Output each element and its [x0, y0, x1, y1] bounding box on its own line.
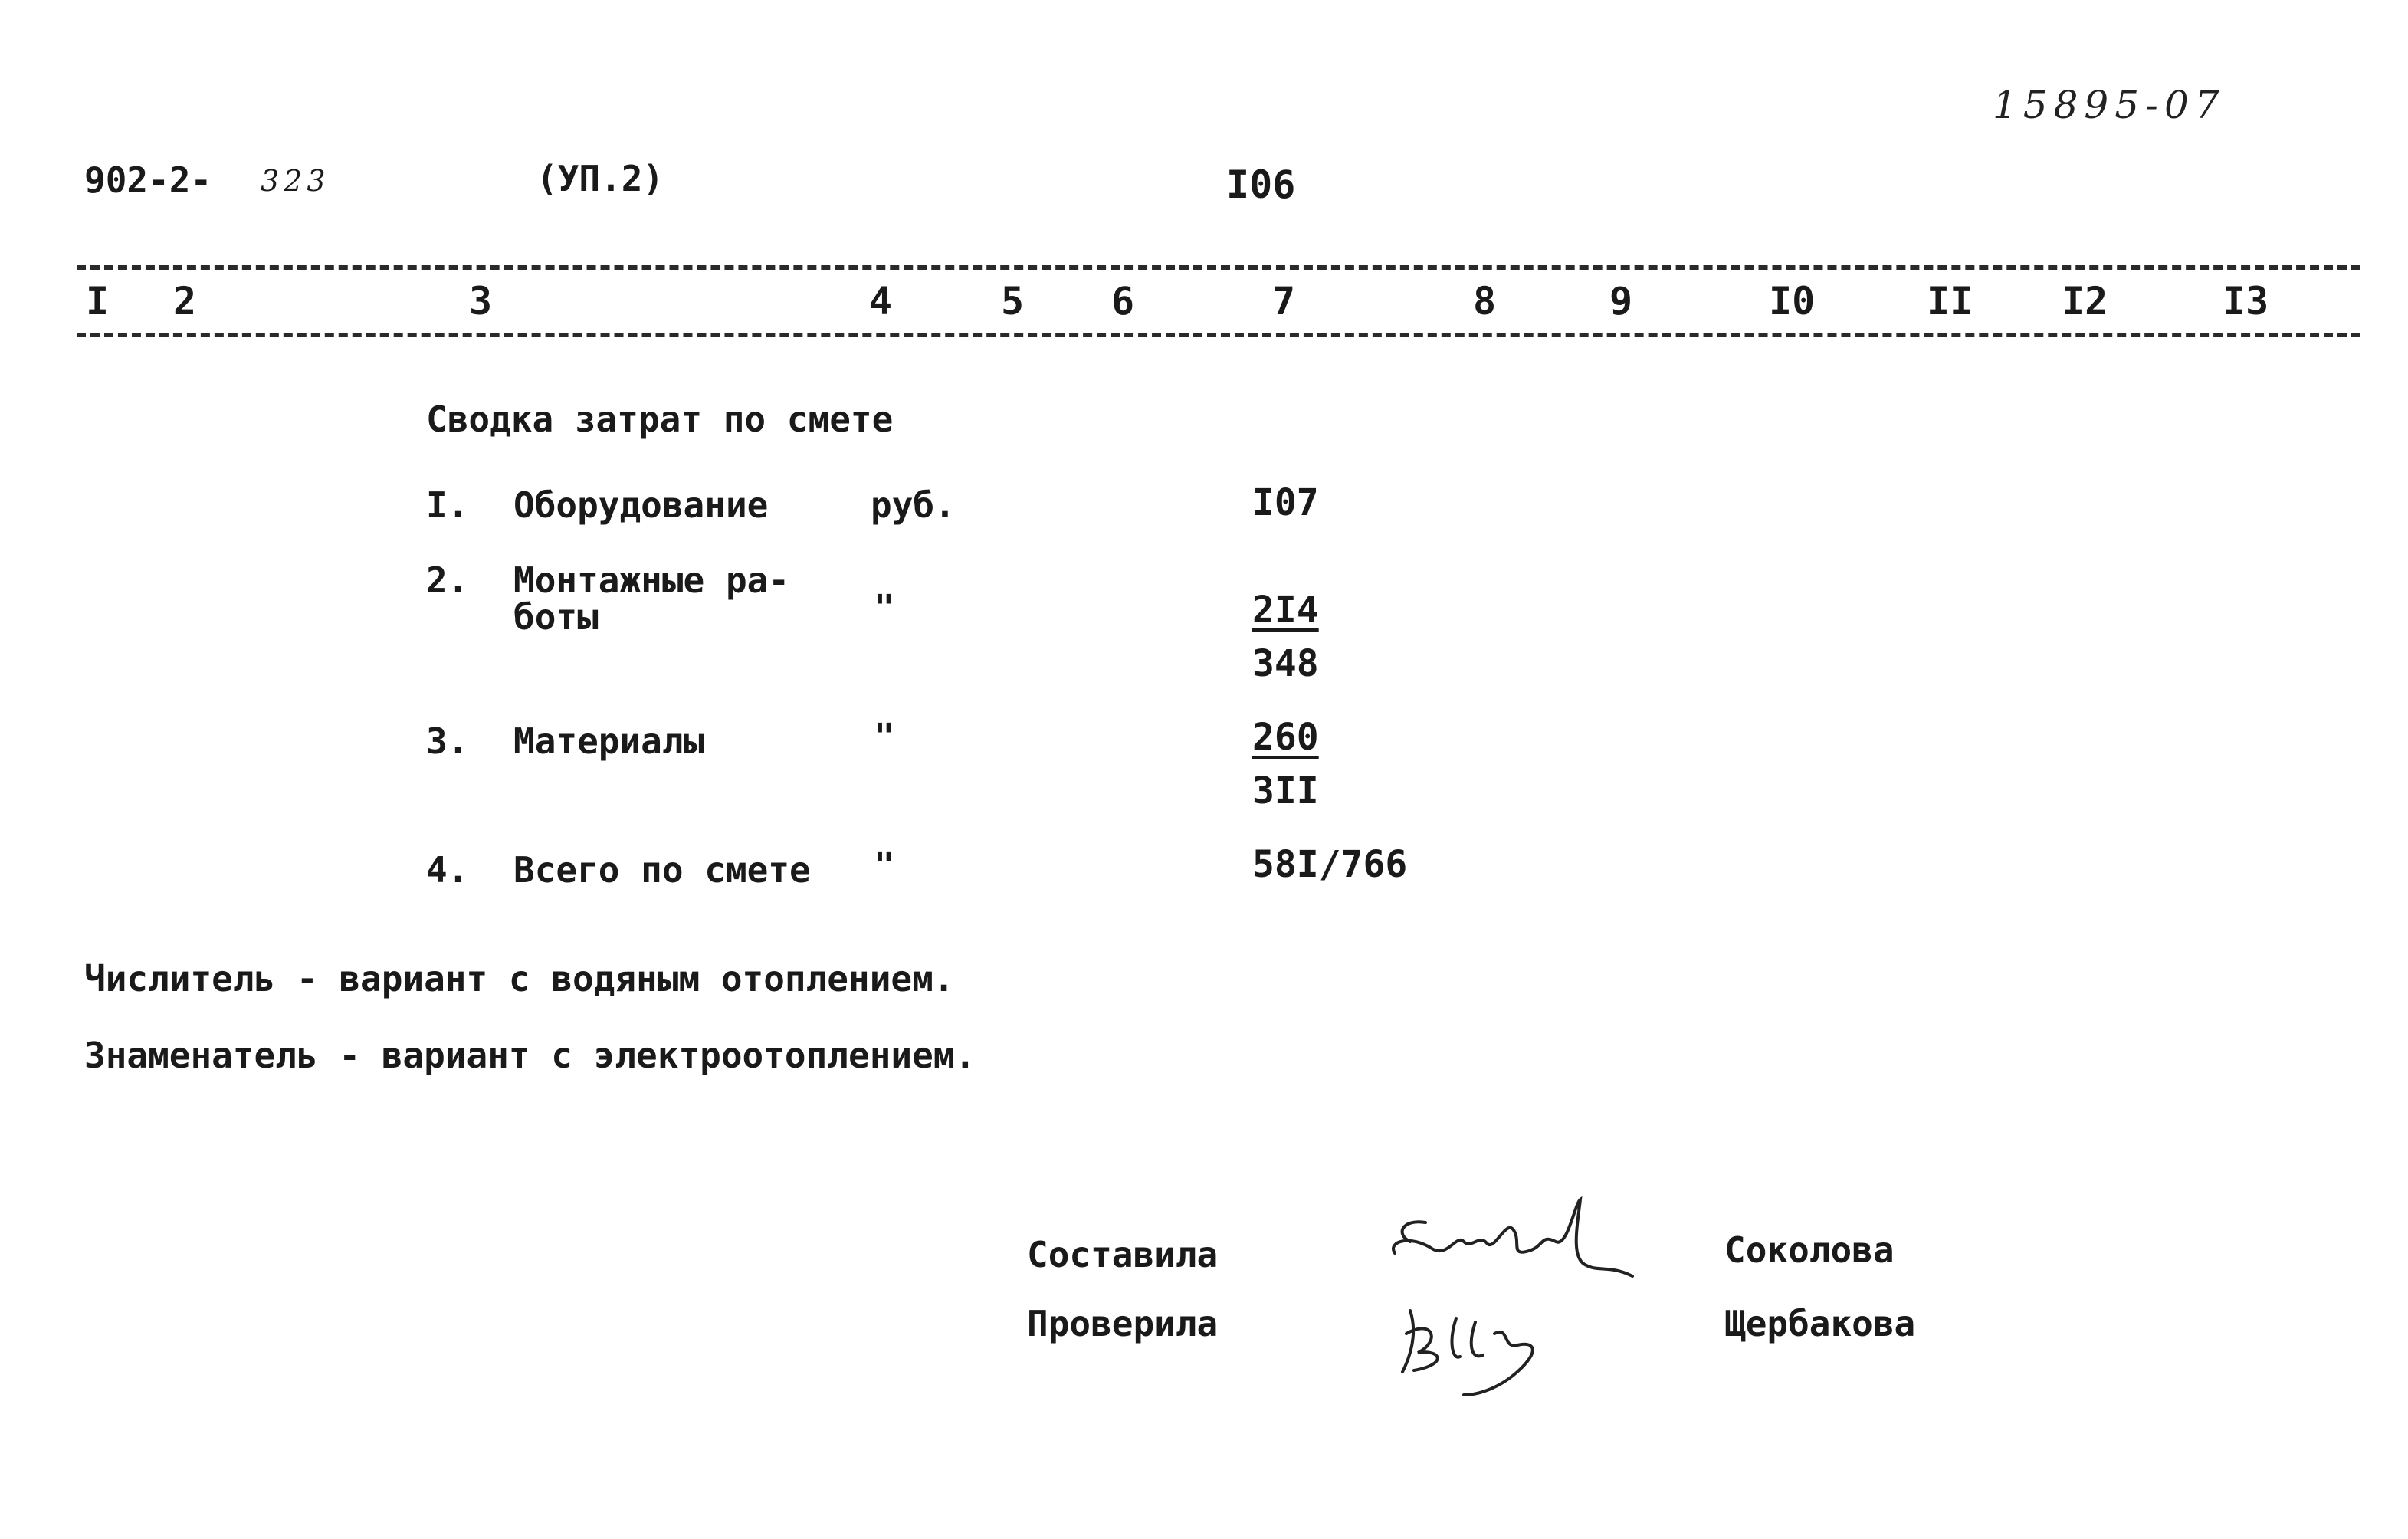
checked-by-label: Проверила — [1027, 1303, 1219, 1344]
summary-title: Сводка затрат по смете — [426, 399, 894, 440]
row-1-unit: руб. — [871, 484, 956, 526]
document-code: 902-2- — [84, 159, 212, 201]
page-number: I06 — [1226, 162, 1296, 207]
row-4-unit: " — [874, 845, 895, 886]
column-number-10: I0 — [1769, 279, 1816, 323]
column-number-8: 8 — [1473, 279, 1497, 323]
column-number-9: 9 — [1609, 279, 1633, 323]
column-number-7: 7 — [1272, 279, 1296, 323]
checked-by-name: Щербакова — [1724, 1303, 1916, 1344]
document-code-handwritten: 323 — [261, 164, 330, 198]
row-4-value: 58I/766 — [1252, 843, 1408, 886]
row-4-name: Всего по смете — [513, 849, 811, 891]
column-number-11: II — [1927, 279, 1973, 323]
compiled-signature-icon — [1380, 1188, 1655, 1303]
row-4-number: 4. — [426, 849, 469, 891]
row-3-denominator: 3II — [1252, 770, 1319, 812]
column-number-5: 5 — [1001, 279, 1025, 323]
archive-stamp-number: 15895-07 — [1993, 83, 2226, 127]
column-header-top-rule — [77, 265, 2360, 270]
row-1-name: Оборудование — [513, 484, 769, 526]
row-3-number: 3. — [426, 720, 469, 762]
compiled-by-label: Составила — [1027, 1234, 1219, 1275]
column-number-13: I3 — [2223, 279, 2269, 323]
column-number-1: I — [86, 279, 110, 323]
column-number-6: 6 — [1111, 279, 1135, 323]
column-number-12: I2 — [2062, 279, 2108, 323]
row-3-unit: " — [874, 716, 895, 757]
row-2-name-line-2: боты — [513, 596, 599, 638]
row-3-name: Материалы — [513, 720, 705, 762]
row-3-numerator: 260 — [1252, 716, 1319, 759]
row-1-number: I. — [426, 484, 469, 526]
checked-signature-icon — [1387, 1288, 1602, 1403]
row-2-name-line-1: Монтажные ра- — [513, 559, 790, 601]
row-2-unit: " — [874, 587, 895, 628]
row-2-numerator: 2I4 — [1252, 589, 1319, 632]
row-1-value: I07 — [1252, 481, 1319, 524]
sheet-reference: (УП.2) — [536, 158, 664, 199]
compiled-by-name: Соколова — [1724, 1229, 1895, 1271]
column-number-3: 3 — [469, 279, 493, 323]
column-number-2: 2 — [173, 279, 197, 323]
note-numerator: Числитель - вариант с водяным отоплением. — [84, 958, 955, 999]
column-header-bottom-rule — [77, 333, 2360, 337]
column-number-4: 4 — [869, 279, 893, 323]
row-2-number: 2. — [426, 559, 469, 601]
row-2-denominator: 348 — [1252, 642, 1319, 685]
note-denominator: Знаменатель - вариант с электроотоплением. — [84, 1035, 976, 1076]
